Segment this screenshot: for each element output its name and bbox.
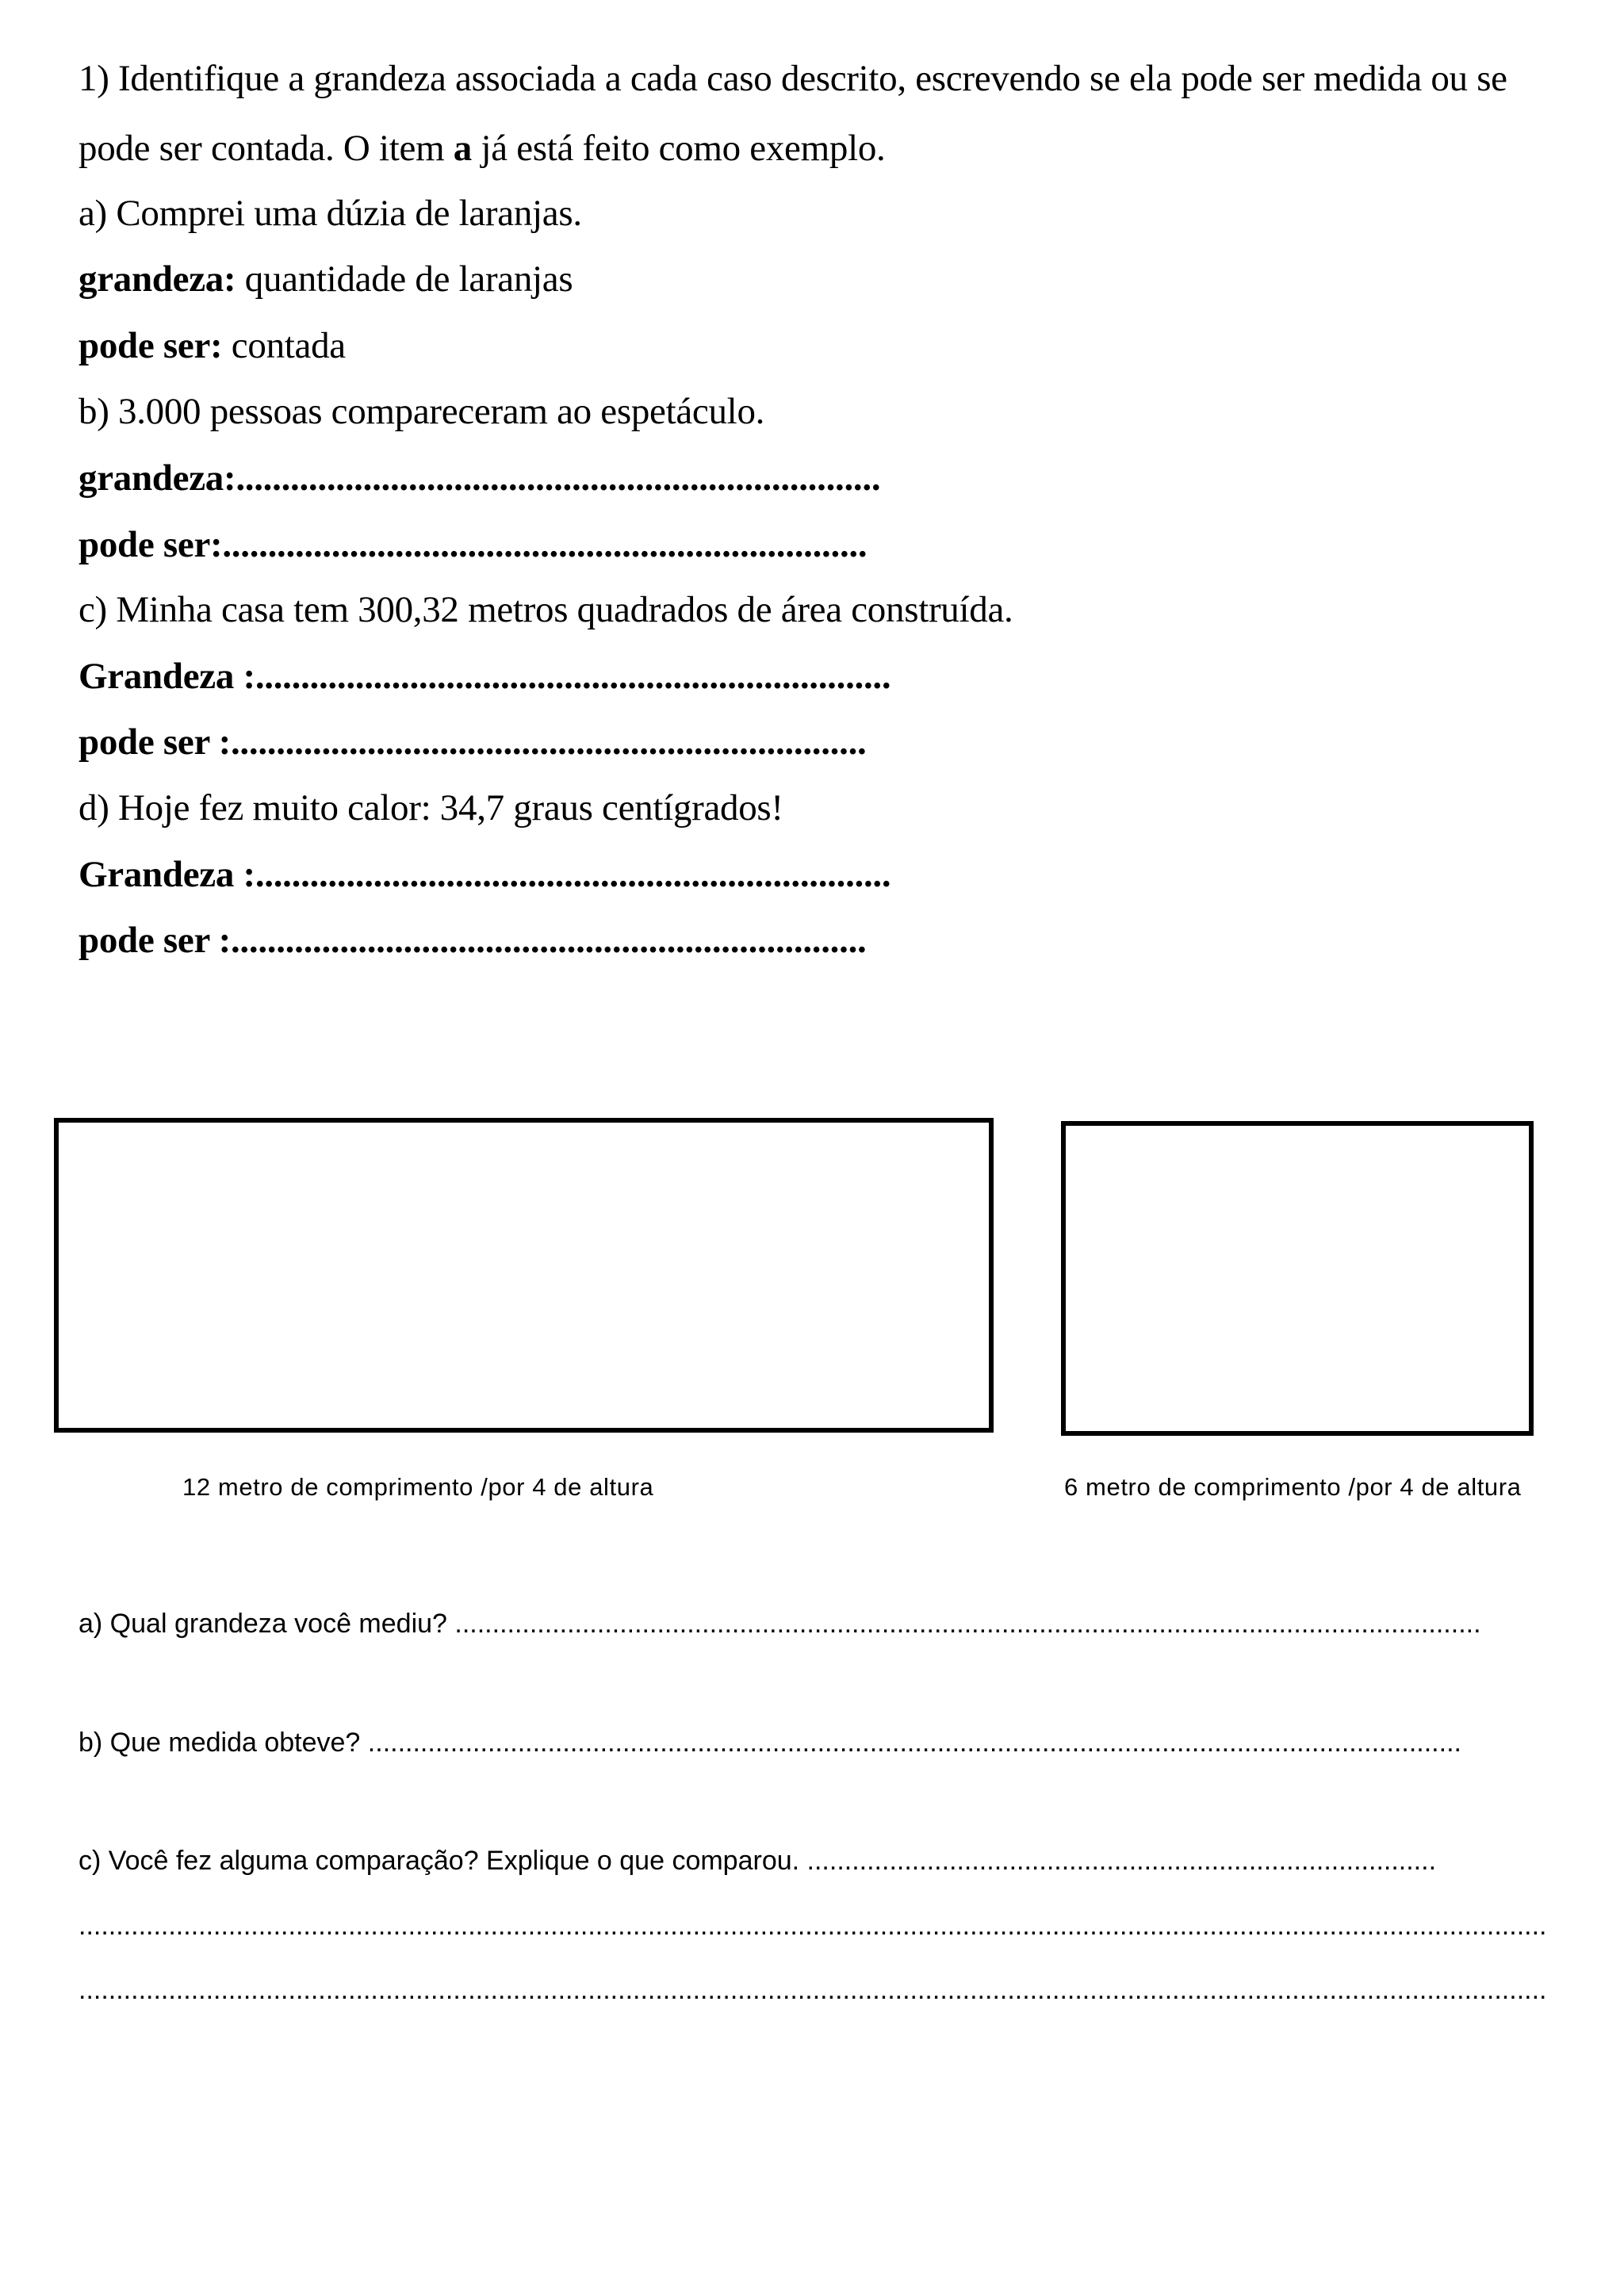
prompt-item-letter: a (453, 128, 472, 169)
item-c-statement: c) Minha casa tem 300,32 metros quadrados de área construída. (79, 589, 1013, 630)
pode-ser-label: pode ser: (79, 325, 223, 366)
pode-ser-answer-blank[interactable]: ....................................................................... (222, 524, 868, 565)
question-2b-answer-blank[interactable]: .................................................................................................................................................. (367, 1728, 1461, 1758)
grandeza-answer-blank[interactable]: ...................................................................... (255, 854, 891, 895)
question-2c-label: c) Você fez alguma comparação? Explique o que comparou. (79, 1846, 807, 1876)
item-a-statement: a) Comprei uma dúzia de laranjas. (79, 193, 582, 234)
pode-ser-answer-blank[interactable]: ...................................................................... (230, 920, 867, 961)
pode-ser-label: pode ser: (79, 524, 223, 565)
question-2c-answer-line-2[interactable]: .................................................................................................................................................................................................... (79, 1911, 1547, 1941)
item-b-grandeza (79, 457, 881, 499)
item-b-pode-ser (79, 526, 867, 564)
grandeza-label: grandeza: (79, 457, 236, 499)
question-2b (79, 1729, 1461, 1756)
pode-ser-answer: contada (222, 325, 346, 366)
pode-ser-label: pode ser : (79, 721, 231, 763)
grandeza-answer-blank[interactable]: ....................................................................... (236, 457, 881, 499)
large-rectangle-caption: 12 metro de comprimento /por 4 de altura (182, 1473, 654, 1501)
prompt-text: já está feito como exemplo. (472, 128, 886, 169)
question-2a-answer-blank[interactable]: ......................................................................................................................................... (454, 1609, 1481, 1639)
pode-ser-answer-blank[interactable]: ...................................................................... (230, 721, 867, 763)
pode-ser-label: pode ser : (79, 920, 231, 961)
question-2a (79, 1610, 1481, 1637)
question-2c-answer-blank[interactable]: .................................................................................... (806, 1846, 1437, 1876)
item-d-grandeza (79, 856, 891, 894)
grandeza-label: grandeza: (79, 258, 236, 300)
question-2a-label: a) Qual grandeza você mediu? (79, 1609, 455, 1639)
item-d-pode-ser (79, 922, 866, 959)
item-b-statement: b) 3.000 pessoas compareceram ao espetáculo. (79, 391, 765, 432)
prompt-text: pode ser contada. O item (79, 128, 454, 169)
grandeza-answer-blank[interactable]: ...................................................................... (255, 656, 891, 697)
question-2c (79, 1847, 1436, 1874)
item-c-grandeza (79, 658, 891, 695)
question-1-prompt-line-2 (79, 130, 885, 167)
item-a-pode-ser (79, 327, 346, 365)
grandeza-label: Grandeza : (79, 854, 255, 895)
item-c-pode-ser (79, 721, 867, 763)
question-1-prompt-line-1: 1) Identifique a grandeza associada a cada caso descrito, escrevendo se ela pode ser medida ou se (79, 58, 1507, 99)
grandeza-label: Grandeza : (79, 656, 255, 697)
grandeza-answer: quantidade de laranjas (236, 258, 573, 300)
small-rectangle (1061, 1121, 1534, 1436)
large-rectangle (54, 1118, 994, 1433)
small-rectangle-caption: 6 metro de comprimento /por 4 de altura (1064, 1473, 1522, 1501)
item-d-statement: d) Hoje fez muito calor: 34,7 graus centígrados! (79, 787, 783, 828)
question-2c-answer-line-3[interactable]: .................................................................................................................................................................................................... (79, 1975, 1547, 2005)
item-a-grandeza (79, 258, 573, 300)
question-2b-label: b) Que medida obteve? (79, 1728, 368, 1758)
